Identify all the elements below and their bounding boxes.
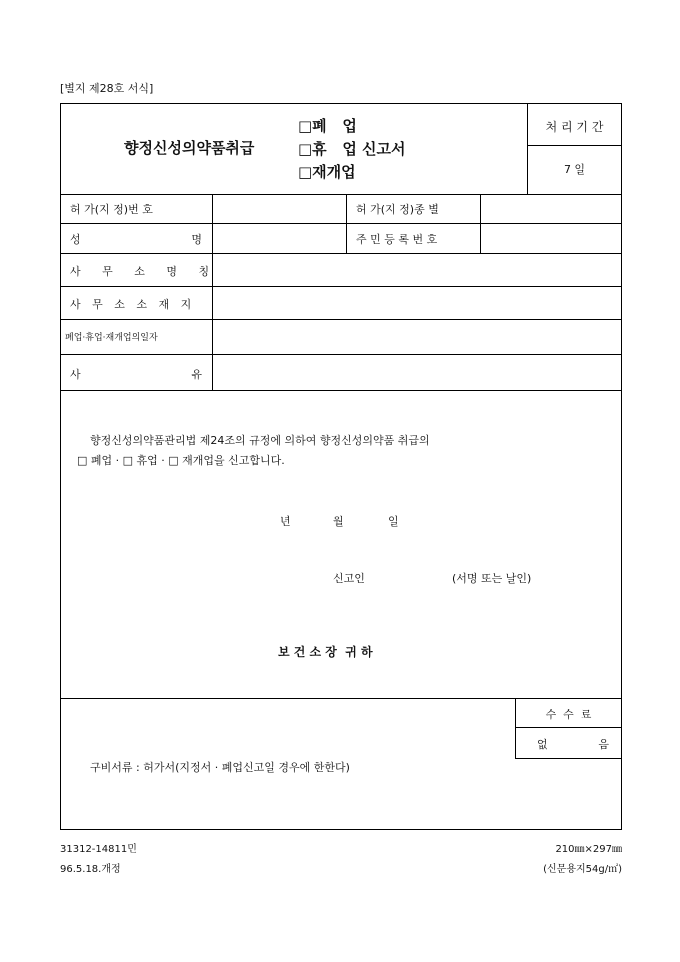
- license-number-label: 허 가(지 정)번 호: [70, 203, 153, 216]
- office-address-field[interactable]: [213, 288, 621, 318]
- signature-label: (서명 또는 날인): [452, 572, 532, 585]
- divider: [60, 253, 622, 254]
- form-title-option-suspension: □휴 업 신고서: [298, 140, 406, 158]
- license-type-label: 허 가(지 정)종 별: [356, 203, 439, 216]
- form-number: [별지 제28호 서식]: [60, 82, 154, 95]
- reason-label-start: 사: [70, 368, 81, 381]
- divider: [60, 698, 622, 699]
- divider: [515, 758, 622, 759]
- processing-period-value: 7 일: [563, 163, 586, 176]
- divider: [60, 354, 622, 355]
- reason-label: [70, 366, 202, 380]
- paper-size: 210㎜×297㎜: [555, 844, 622, 855]
- reporter-label: 신고인: [333, 572, 365, 585]
- date-label: 폐업·휴업·재개업의일자: [65, 333, 158, 343]
- license-type-field[interactable]: [481, 196, 621, 222]
- divider: [60, 286, 622, 287]
- fee-value-end: 음: [598, 738, 609, 751]
- date-field[interactable]: [213, 321, 621, 353]
- office-name-label: 사 무 소 명 칭: [70, 265, 219, 278]
- declaration-options: □ 폐업 · □ 휴업 · □ 재개업을 신고합니다.: [77, 454, 285, 467]
- divider: [527, 103, 528, 194]
- divider: [60, 223, 622, 224]
- divider: [60, 319, 622, 320]
- date-year: 년: [280, 515, 291, 528]
- form-title-option-resumption: □재개업: [298, 163, 356, 181]
- name-label-end: 명: [191, 233, 202, 246]
- recipient: 보 건 소 장 귀 하: [278, 645, 373, 659]
- divider: [527, 145, 622, 146]
- declaration-text: 향정신성의약품관리법 제24조의 규정에 의하여 향정신성의약품 취급의: [90, 434, 430, 447]
- resident-number-field[interactable]: [481, 225, 621, 252]
- license-number-field[interactable]: [213, 196, 345, 222]
- form-title-option-closure: □폐 업: [298, 117, 357, 135]
- resident-number-label: 주 민 등 록 번 호: [356, 233, 438, 246]
- name-label-start: 성: [70, 233, 81, 246]
- office-address-label: 사 무 소 소 재 지: [70, 298, 196, 311]
- fee-value-start: 없: [537, 738, 548, 751]
- fee-value: [537, 736, 609, 750]
- date-month: 월: [333, 515, 344, 528]
- name-label: [70, 231, 202, 245]
- date-day: 일: [388, 515, 399, 528]
- paper-type: (신문용지54g/㎡): [543, 864, 622, 875]
- required-documents: 구비서류 : 허가서(지정서 · 폐업신고일 경우에 한한다): [90, 761, 350, 774]
- reason-label-end: 유: [191, 368, 202, 381]
- reason-field[interactable]: [213, 356, 621, 389]
- form-code: 31312-14811민: [60, 844, 137, 855]
- divider: [60, 194, 622, 195]
- revision-date: 96.5.18.개정: [60, 864, 121, 875]
- name-field[interactable]: [213, 225, 345, 252]
- divider: [515, 727, 622, 728]
- office-name-field[interactable]: [213, 255, 621, 285]
- processing-period-label: 처 리 기 간: [545, 120, 604, 134]
- fee-label: 수 수 료: [545, 708, 592, 721]
- divider: [60, 390, 622, 391]
- form-title-main: 향정신성의약품취급: [124, 139, 255, 157]
- divider: [346, 194, 347, 253]
